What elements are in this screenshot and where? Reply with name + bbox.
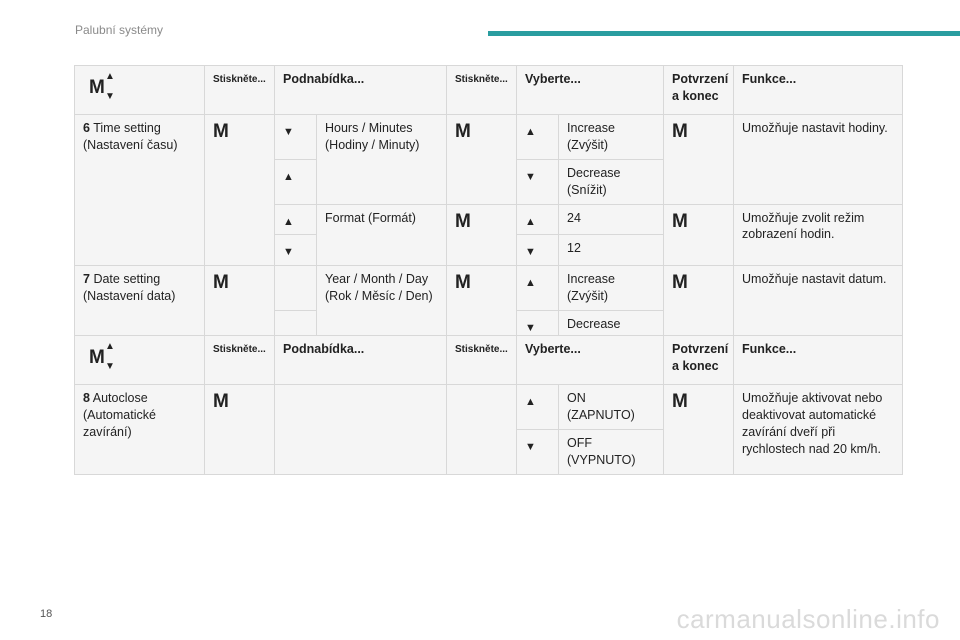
m-icon: M: [213, 272, 229, 294]
m-button-cell: [205, 385, 275, 475]
col-submenu: Podnabídka...: [275, 66, 447, 115]
table-row: [75, 266, 903, 311]
watermark: carmanualsonline.info: [676, 604, 940, 634]
m-icon: M: [213, 121, 229, 142]
down-arrow-icon: ▼: [525, 322, 536, 334]
col-press: Stiskněte...: [205, 66, 275, 115]
down-arrow-icon: ▼: [283, 246, 294, 259]
option-cell: Increase (Zvýšit): [559, 115, 664, 160]
function-cell: Umožňuje nastavit hodiny.: [734, 115, 903, 205]
empty-cell: [275, 266, 317, 311]
option-cell: 24: [559, 204, 664, 235]
m-up-down-icon: M ▲ ▼: [89, 341, 115, 372]
down-arrow-icon: ▼: [525, 170, 536, 183]
m-button-cell: [664, 204, 734, 266]
row-label: 8 Autoclose (Automatické zavírání): [75, 385, 205, 475]
down-arrow-cell: [275, 115, 317, 160]
submenu-cell: Year / Month / Day (Rok / Měsíc / Den): [317, 266, 447, 356]
col-press-2: Stiskněte...: [447, 66, 517, 115]
col-confirm: Potvrzení a konec: [664, 66, 734, 115]
up-arrow-icon: ▲: [283, 170, 294, 183]
option-cell: Decrease: [559, 311, 664, 356]
col-select: Vyberte...: [517, 336, 664, 385]
option-cell: OFF (VYPNUTO): [559, 429, 664, 474]
table-header-row: [75, 336, 903, 385]
m-button-cell: [447, 115, 517, 205]
option-cell: Decrease (Snížit): [559, 159, 664, 204]
m-button-cell: [664, 385, 734, 475]
up-arrow-icon: ▲: [525, 277, 536, 290]
m-icon: M: [672, 210, 688, 232]
col-press-2: Stiskněte...: [447, 336, 517, 385]
down-arrow-cell: [517, 429, 559, 474]
m-button-cell: [205, 115, 275, 266]
up-arrow-cell: [517, 204, 559, 235]
up-arrow-cell: [517, 385, 559, 430]
up-arrow-cell: [517, 115, 559, 160]
up-arrow-icon: ▲: [525, 215, 536, 228]
header-accent-bar: [488, 31, 960, 36]
down-arrow-icon: ▼: [283, 126, 294, 138]
submenu-cell: Hours / Minutes (Hodiny / Minuty): [317, 115, 447, 205]
down-arrow-icon: ▼: [525, 440, 536, 453]
col-function: Funkce...: [734, 336, 903, 385]
up-arrow-cell: [275, 204, 317, 235]
section-title: Palubní systémy: [75, 23, 164, 37]
option-cell: ON (ZAPNUTO): [559, 385, 664, 430]
up-arrow-icon: ▲: [525, 396, 536, 408]
col-function: Funkce...: [734, 66, 903, 115]
up-arrow-icon: ▲: [283, 215, 294, 228]
row-label: 7 Date setting (Nastavení data): [75, 266, 205, 356]
option-cell: 12: [559, 235, 664, 266]
m-icon: M: [455, 210, 471, 232]
function-cell: Umožňuje zvolit režim zobrazení hodin.: [734, 204, 903, 266]
m-icon: M: [213, 391, 229, 412]
menu-table-autoclose: [74, 335, 903, 475]
up-arrow-cell: [275, 159, 317, 204]
row-label: 6 Time setting (Nastavení času): [75, 115, 205, 266]
table-header-row: [75, 66, 903, 115]
m-button-cell: [664, 115, 734, 205]
col-select: Vyberte...: [517, 66, 664, 115]
m-icon: M: [672, 391, 688, 412]
m-icon: M: [455, 272, 471, 294]
m-icon: M: [672, 121, 688, 142]
symbol-header: [75, 66, 205, 115]
up-arrow-cell: [517, 266, 559, 311]
col-confirm: Potvrzení a konec: [664, 336, 734, 385]
down-arrow-cell: [275, 235, 317, 266]
m-button-cell: [447, 204, 517, 266]
down-arrow-icon: ▼: [525, 246, 536, 259]
up-arrow-icon: ▲: [525, 126, 536, 138]
empty-cell: [447, 385, 517, 475]
col-submenu: Podnabídka...: [275, 336, 447, 385]
col-press: Stiskněte...: [205, 336, 275, 385]
m-icon: M: [672, 272, 688, 294]
empty-cell: [275, 385, 447, 475]
option-cell: Increase (Zvýšit): [559, 266, 664, 311]
function-cell: Umožňuje aktivovat nebo deaktivovat automatické zavírání dveří při rychlostech nad 20 km/h.: [734, 385, 903, 475]
table-row: [75, 385, 903, 430]
table-row: [75, 115, 903, 160]
function-cell: Umožňuje nastavit datum.: [734, 266, 903, 356]
symbol-header: [75, 336, 205, 385]
menu-table-time-date: [74, 65, 903, 356]
page-number: 18: [40, 608, 53, 620]
down-arrow-cell: [517, 235, 559, 266]
m-icon: M: [455, 121, 471, 142]
down-arrow-cell: [517, 159, 559, 204]
m-up-down-icon: M ▲ ▼: [89, 71, 115, 102]
submenu-cell: Format (Formát): [317, 204, 447, 266]
